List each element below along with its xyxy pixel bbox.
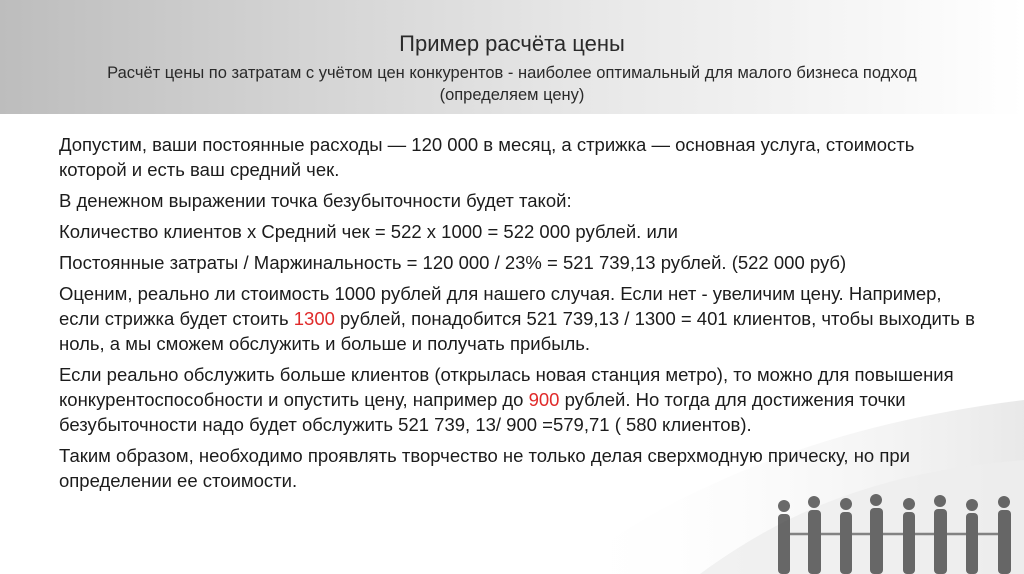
slide-body xyxy=(59,132,979,499)
paragraph-price-decrease xyxy=(59,362,979,437)
paragraph-conclusion: Таким образом, необходимо проявлять творчество не только делая сверхмодную прическу, но при определении ее стоимости. xyxy=(59,445,910,491)
paragraph-margin-formula: Постоянные затраты / Маржинальность = 120 000 / 23% = 521 739,13 рублей. (522 000 руб) xyxy=(59,252,847,273)
business-people-image xyxy=(764,464,1024,574)
paragraph-clients-formula: Количество клиентов x Средний чек = 522 x 1000 = 522 000 рублей. или xyxy=(59,221,678,242)
highlighted-price: 1300 xyxy=(293,308,335,329)
paragraph-breakeven-intro: В денежном выражении точка безубыточности будет такой: xyxy=(59,190,572,211)
slide-title: Пример расчёта цены xyxy=(399,31,625,56)
paragraph-text: рублей, понадобится 521 739,13 / 1300 = 401 клиентов, чтобы выходить в ноль, а мы сможем обслужить и больше и получать прибыль. xyxy=(59,308,975,354)
paragraph-text: Оценим, реально ли стоимость 1000 рублей для нашего случая. Если нет - увеличим цену. Например, если стрижка будет стоить xyxy=(59,283,942,329)
paragraph-text: рублей. Но тогда для достижения точки безубыточности надо будет обслужить 521 739, 13/ 900 =579,71 ( 580 клиентов). xyxy=(59,389,906,435)
highlighted-price: 900 xyxy=(528,389,560,410)
slide-header xyxy=(0,0,1024,114)
paragraph-price-increase xyxy=(59,281,979,356)
paragraph-text: Если реально обслужить больше клиентов (открылась новая станция метро), то можно для повышения конкурентоспособности и опустить цену, например до xyxy=(59,364,954,410)
paragraph-fixed-costs: Допустим, ваши постоянные расходы — 120 000 в месяц, а стрижка — основная услуга, стоимость которой и есть ваш средний чек. xyxy=(59,134,915,180)
slide-subtitle: Расчёт цены по затратам с учётом цен конкурентов - наиболее оптимальный для малого бизнеса подход (определяем цену) xyxy=(107,64,917,104)
